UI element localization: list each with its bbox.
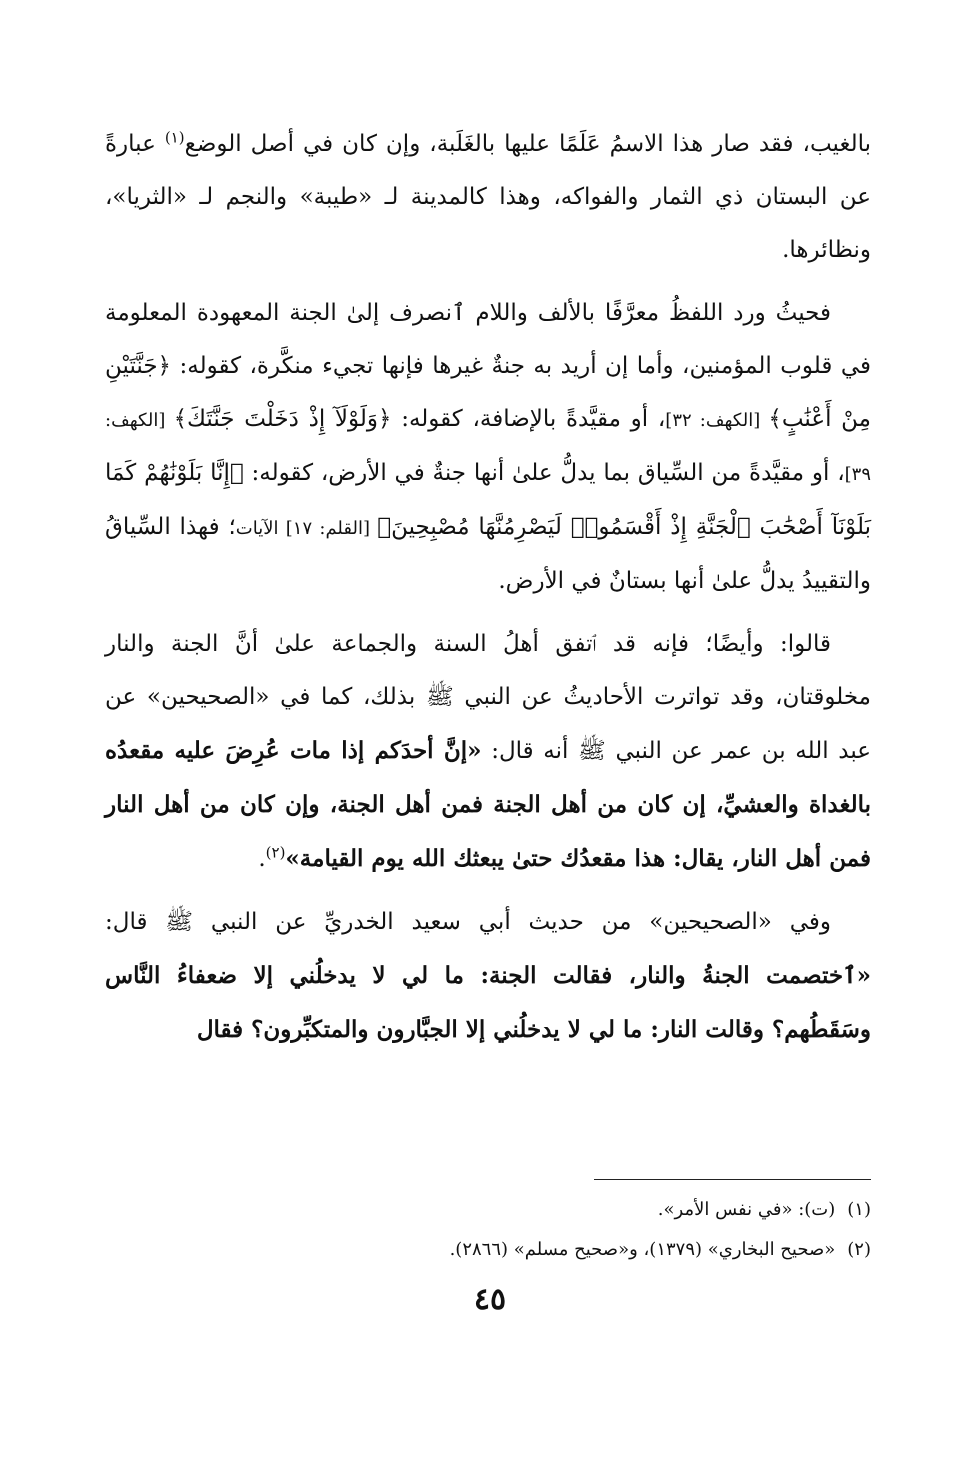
paragraph-3-end: . [258, 846, 266, 872]
hadith-quote-1: «إنَّ أحدَكم إذا مات عُرِضَ عليه مقعدُه بالغداة والعشيِّ، إن كان من أهل الجنة فمن أهل الجنة، وإن كان من أهل النار فمن أهل النار، يقال: هذا مقعدُك حتىٰ يبعثك الله يوم القيامة» [105, 737, 871, 872]
paragraph-2-text-2: ، أو مقيَّدةً بالإضافة، كقوله: [391, 406, 666, 432]
quran-quote-1: ﴿جَنَّتَيْنِ مِنْ أَعْنَٰبٍ﴾ [105, 353, 871, 432]
paragraph-1-text: بالغيب، فقد صار هذا الاسمُ عَلَمًا عليها بالغَلَبة، وإن كان في أصل الوضع [184, 131, 871, 157]
footnote-1 [105, 1190, 871, 1230]
quran-reference-2: [الكهف: ٣٩] [105, 410, 872, 485]
footnotes [105, 1190, 871, 1270]
paragraph-2-text-1: فحيثُ ورد اللفظُ معرَّفًا بالألف واللام ٱنصرف إلىٰ الجنة المعهودة المعلومة في قلوب المؤمنين، وأما إن أريد به جنةٌ غيرها فإنها تجيء منكَّرة، كقوله: [105, 300, 871, 379]
paragraph-2-text-4: ؛ فهذا السِّياقُ والتقييدُ يدلُّ علىٰ أنها بستانٌ في الأرض. [105, 514, 871, 594]
paragraph-3-text: قالوا: وأيضًا؛ فإنه قد ٱتفق أهلُ السنة والجماعة علىٰ أنَّ الجنة والنار مخلوقتان، وقد تواترت الأحاديثُ عن النبي ﷺ بذلك، كما في «الصحيحين» عن عبد الله بن عمر عن النبي ﷺ أنه قال: [105, 631, 871, 764]
footnote-1-number: (١) [847, 1199, 871, 1220]
footnote-divider [594, 1179, 871, 1180]
paragraph-4 [105, 896, 871, 1057]
footnote-marker-2: (٢) [265, 843, 286, 862]
footnote-2 [105, 1230, 871, 1270]
page-number: ٤٥ [473, 1282, 507, 1317]
quran-reference-1: [الكهف: ٣٢] [665, 410, 769, 431]
paragraph-3 [105, 618, 871, 886]
paragraph-1 [105, 118, 871, 277]
paragraph-2-text-3: ، أو مقيَّدةً من السِّياق بما يدلُّ علىٰ أنها جنةٌ في الأرض، كقوله: [243, 460, 845, 486]
paragraph-1-text-continued: عبارةً عن البستان ذي الثمار والفواكه، وهذا كالمدينة لـ «طيبة» والنجم لـ «الثريا»، ونظائرها. [105, 131, 871, 263]
quran-reference-3: [القلم: ١٧] الآيات [235, 518, 378, 539]
quran-quote-2: ﴿وَلَوْلَآ إِذْ دَخَلْتَ جَنَّتَكَ﴾ [173, 406, 392, 432]
quran-quote-3: ﴿إِنَّا بَلَوْنَٰهُمْ كَمَا بَلَوْنَآ أَصْحَٰبَ ٱلْجَنَّةِ إِذْ أَقْسَمُوا۟ لَيَصْرِمُنَّهَا مُصْبِحِينَ﴾ [105, 460, 872, 540]
footnote-marker-1: (١) [164, 128, 185, 147]
footnote-2-text: «صحيح البخاري» (١٣٧٩)، و«صحيح مسلم» (٢٨٦٦). [449, 1239, 836, 1260]
footnote-2-number: (٢) [847, 1239, 871, 1260]
page-body [105, 118, 871, 1057]
paragraph-2 [105, 287, 871, 608]
hadith-quote-2: «ٱختصمت الجنةُ والنار، فقالت الجنة: ما لي لا يدخلُني إلا ضعفاءُ النَّاس وسَقَطُهم؟ وقالت النار: ما لي لا يدخلُني إلا الجبَّارون والمتكبِّرون؟ فقال [105, 962, 871, 1043]
footnote-1-text: (ت): «في نفس الأمر». [657, 1199, 836, 1220]
paragraph-4-text: وفي «الصحيحين» من حديث أبي سعيد الخدريِّ عن النبي ﷺ قال: [105, 909, 831, 935]
